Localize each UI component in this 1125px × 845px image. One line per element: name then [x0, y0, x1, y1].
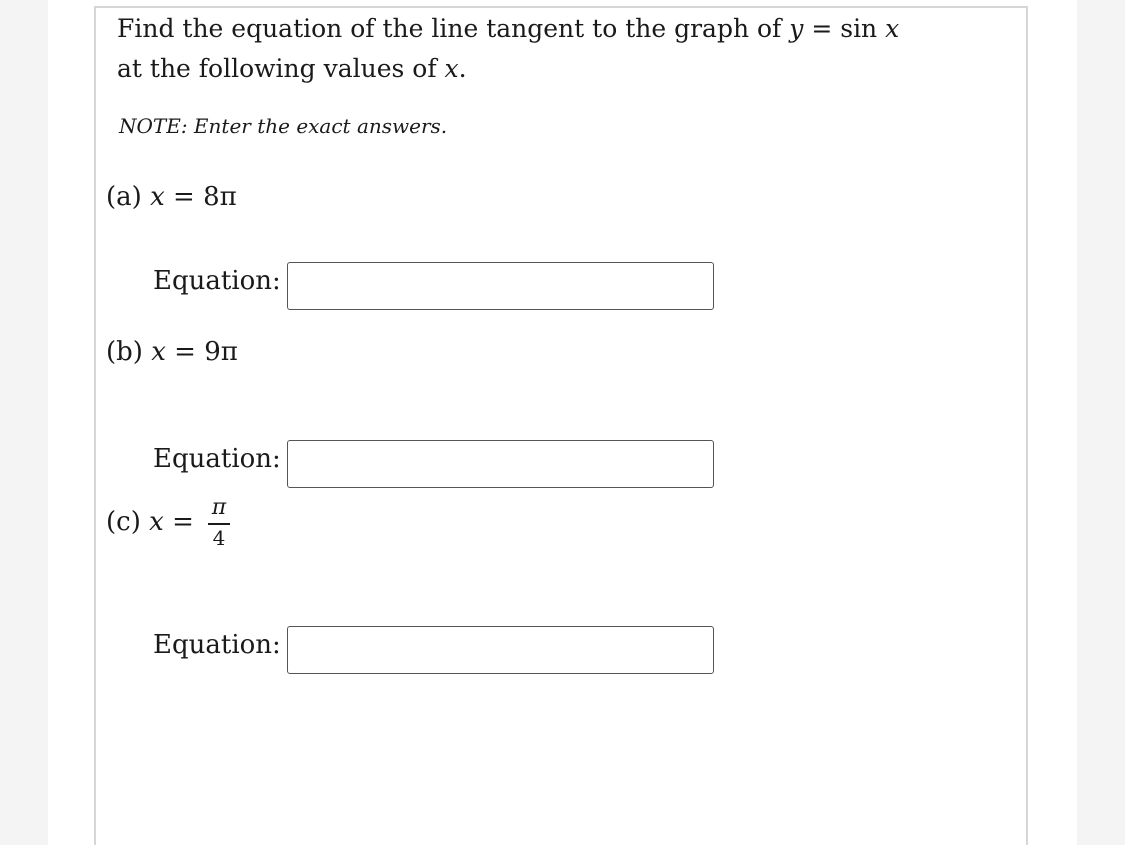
question-line-1 [117, 14, 899, 44]
part-a-equation-label: Equation: [153, 266, 281, 296]
question-var-x: x [885, 14, 900, 43]
part-a-value: 8π [203, 182, 237, 212]
part-a-prompt [106, 182, 237, 212]
part-c-equation-input[interactable] [287, 626, 714, 674]
question-line-2 [117, 54, 467, 84]
question-sin: sin [840, 14, 878, 43]
part-b-equals: = [174, 337, 196, 367]
part-c-label: (c) [106, 507, 141, 537]
part-b-value: 9π [204, 337, 238, 367]
part-c-fraction [208, 496, 230, 549]
part-b-label: (b) [106, 337, 143, 367]
question-var-y: y [789, 14, 804, 43]
part-a-var: x [150, 182, 165, 212]
part-c-denominator: 4 [212, 525, 226, 550]
question-period: . [458, 54, 467, 83]
part-a-equation-input[interactable] [287, 262, 714, 310]
question-text-2: at the following values of [117, 54, 437, 83]
part-c-equals: = [172, 507, 194, 537]
part-c-fraction-bar [208, 523, 230, 525]
part-c-prompt [106, 507, 194, 537]
part-b-prompt [106, 337, 238, 367]
part-a-label: (a) [106, 182, 142, 212]
note-text: NOTE: Enter the exact answers. [119, 114, 448, 138]
part-b-equation-label: Equation: [153, 444, 281, 474]
question-var-x-2: x [444, 54, 459, 83]
question-equals: = [811, 14, 833, 43]
part-b-var: x [151, 337, 166, 367]
part-c-equation-label: Equation: [153, 630, 281, 660]
question-text-1: Find the equation of the line tangent to the graph of [117, 14, 782, 43]
part-c-numerator: π [211, 495, 227, 520]
part-a-equals: = [173, 182, 195, 212]
part-c-var: x [149, 507, 164, 537]
part-b-equation-input[interactable] [287, 440, 714, 488]
